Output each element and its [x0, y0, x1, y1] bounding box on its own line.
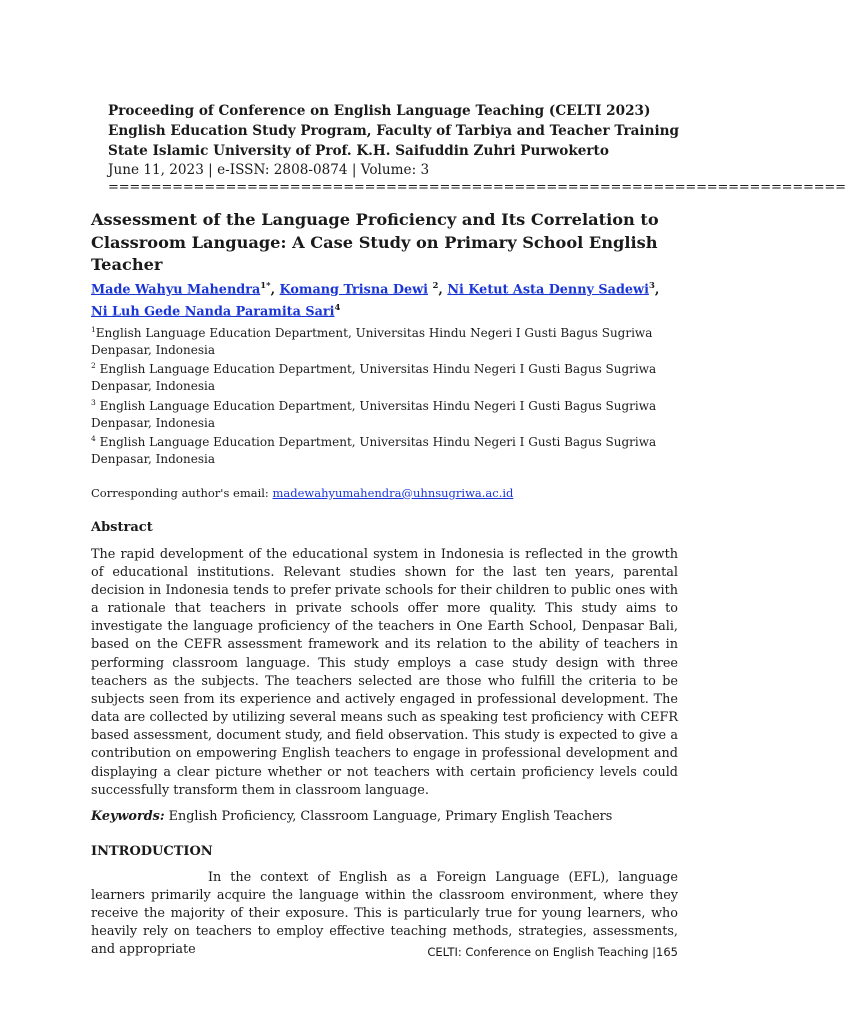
author-list: Made Wahyu Mahendra$^{1*}$, Komang Trisna Dewi $^2$, Ni Ketut Asta Denny Sadewi$^3$, Ni Luh Gede Nanda Paramita Sari$^4$	[91, 280, 660, 320]
affiliation-text-2: English Language Education Department, Universitas Hindu Negeri I Gusti Bagus Sugriwa Denpasar, Indonesia	[91, 362, 657, 394]
proceeding-header	[108, 101, 846, 196]
affiliation-2	[91, 358, 678, 394]
author-sup-1: 1*	[260, 280, 271, 291]
affiliation-4	[91, 431, 678, 467]
issue-meta: June 11, 2023 | e-ISSN: 2808-0874 | Volume: 3	[108, 162, 430, 178]
program-name: English Education Study Program, Faculty of Tarbiya and Teacher Training	[108, 123, 680, 139]
email-link[interactable]: madewahyumahendra@uhnsugriwa.ac.id	[272, 485, 514, 500]
author-link-4[interactable]: Ni Luh Gede Nanda Paramita Sari	[91, 304, 335, 320]
author-link-2[interactable]: Komang Trisna Dewi	[279, 281, 429, 297]
email-label: Corresponding author's email:	[91, 485, 273, 500]
corresponding-email-line	[91, 485, 678, 501]
page-footer: CELTI: Conference on English Teaching |165	[427, 945, 678, 959]
affiliation-sup-3: 3	[91, 397, 96, 407]
affiliation-text-4: English Language Education Department, Universitas Hindu Negeri I Gusti Bagus Sugriwa Denpasar, Indonesia	[91, 435, 657, 466]
author-sup-2: 2	[432, 280, 439, 291]
introduction-heading: INTRODUCTION	[91, 843, 213, 859]
header-rule: =====================================================================	[108, 180, 846, 195]
paper-title: Assessment of the Language Proficiency and Its Correlation to Classroom Language: A Case Study on Primary School English Teacher	[91, 210, 659, 274]
abstract-heading: Abstract	[91, 519, 153, 535]
university-name: State Islamic University of Prof. K.H. Saifuddin Zuhri Purwokerto	[108, 143, 609, 159]
affiliation-text-3: English Language Education Department, Universitas Hindu Negeri I Gusti Bagus Sugriwa Denpasar, Indonesia	[91, 398, 657, 430]
paper-body	[91, 209, 678, 960]
abstract-text: The rapid development of the educational system in Indonesia is reflected in the growth of educational institutions. Relevant studies shown for the last ten years, parental decision in Indonesia tends to prefer private schools for their children to public ones with a rationale that teachers in private schools offer more quality. This study aims to investigate the language proficiency of the teachers in One Earth School, Denpasar Bali, based on the CEFR assessment framework and its relation to the ability of teachers in performing classroom language. This study employs a case study design with three teachers as the subjects. The teachers selected are those who fulfill the criteria to be subjects seen from its experience and actively engaged in professional development. The data are collected by utilizing several means such as speaking test proficiency with CEFR based assessment, document study, and field observation. This study is expected to give a contribution on empowering English teachers to engage in professional development and displaying a clear picture whether or not teachers with certain proficiency levels could successfully transform them in classroom language.	[91, 546, 678, 798]
author-link-3[interactable]: Ni Ketut Asta Denny Sadewi	[447, 281, 649, 297]
keywords-text: English Proficiency, Classroom Language, Primary English Teachers	[164, 808, 613, 824]
introduction-text: In the context of English as a Foreign Language (EFL), language learners primarily acquire the language within the classroom environment, where they receive the majority of their exposure. This is particularly true for young learners, who heavily rely on teachers to employ effective teaching methods, strategies, assessments, and appropriate	[91, 869, 678, 958]
keywords-label: Keywords:	[91, 808, 165, 824]
affiliation-list	[91, 322, 678, 468]
affiliation-3	[91, 395, 678, 431]
author-link-1[interactable]: Made Wahyu Mahendra	[91, 281, 261, 297]
affiliation-sup-2: 2	[91, 361, 96, 371]
affiliation-1	[91, 322, 678, 358]
author-sup-3: 3	[648, 280, 655, 291]
keywords-line	[91, 808, 678, 826]
author-sup-4: 4	[334, 302, 341, 313]
conference-name: Proceeding of Conference on English Language Teaching (CELTI 2023)	[108, 103, 651, 119]
affiliation-sup-4: 4	[91, 434, 96, 444]
affiliation-text-1: English Language Education Department, Universitas Hindu Negeri I Gusti Bagus Sugriwa Denpasar, Indonesia	[91, 326, 653, 357]
affiliation-sup-1: 1	[91, 325, 96, 335]
